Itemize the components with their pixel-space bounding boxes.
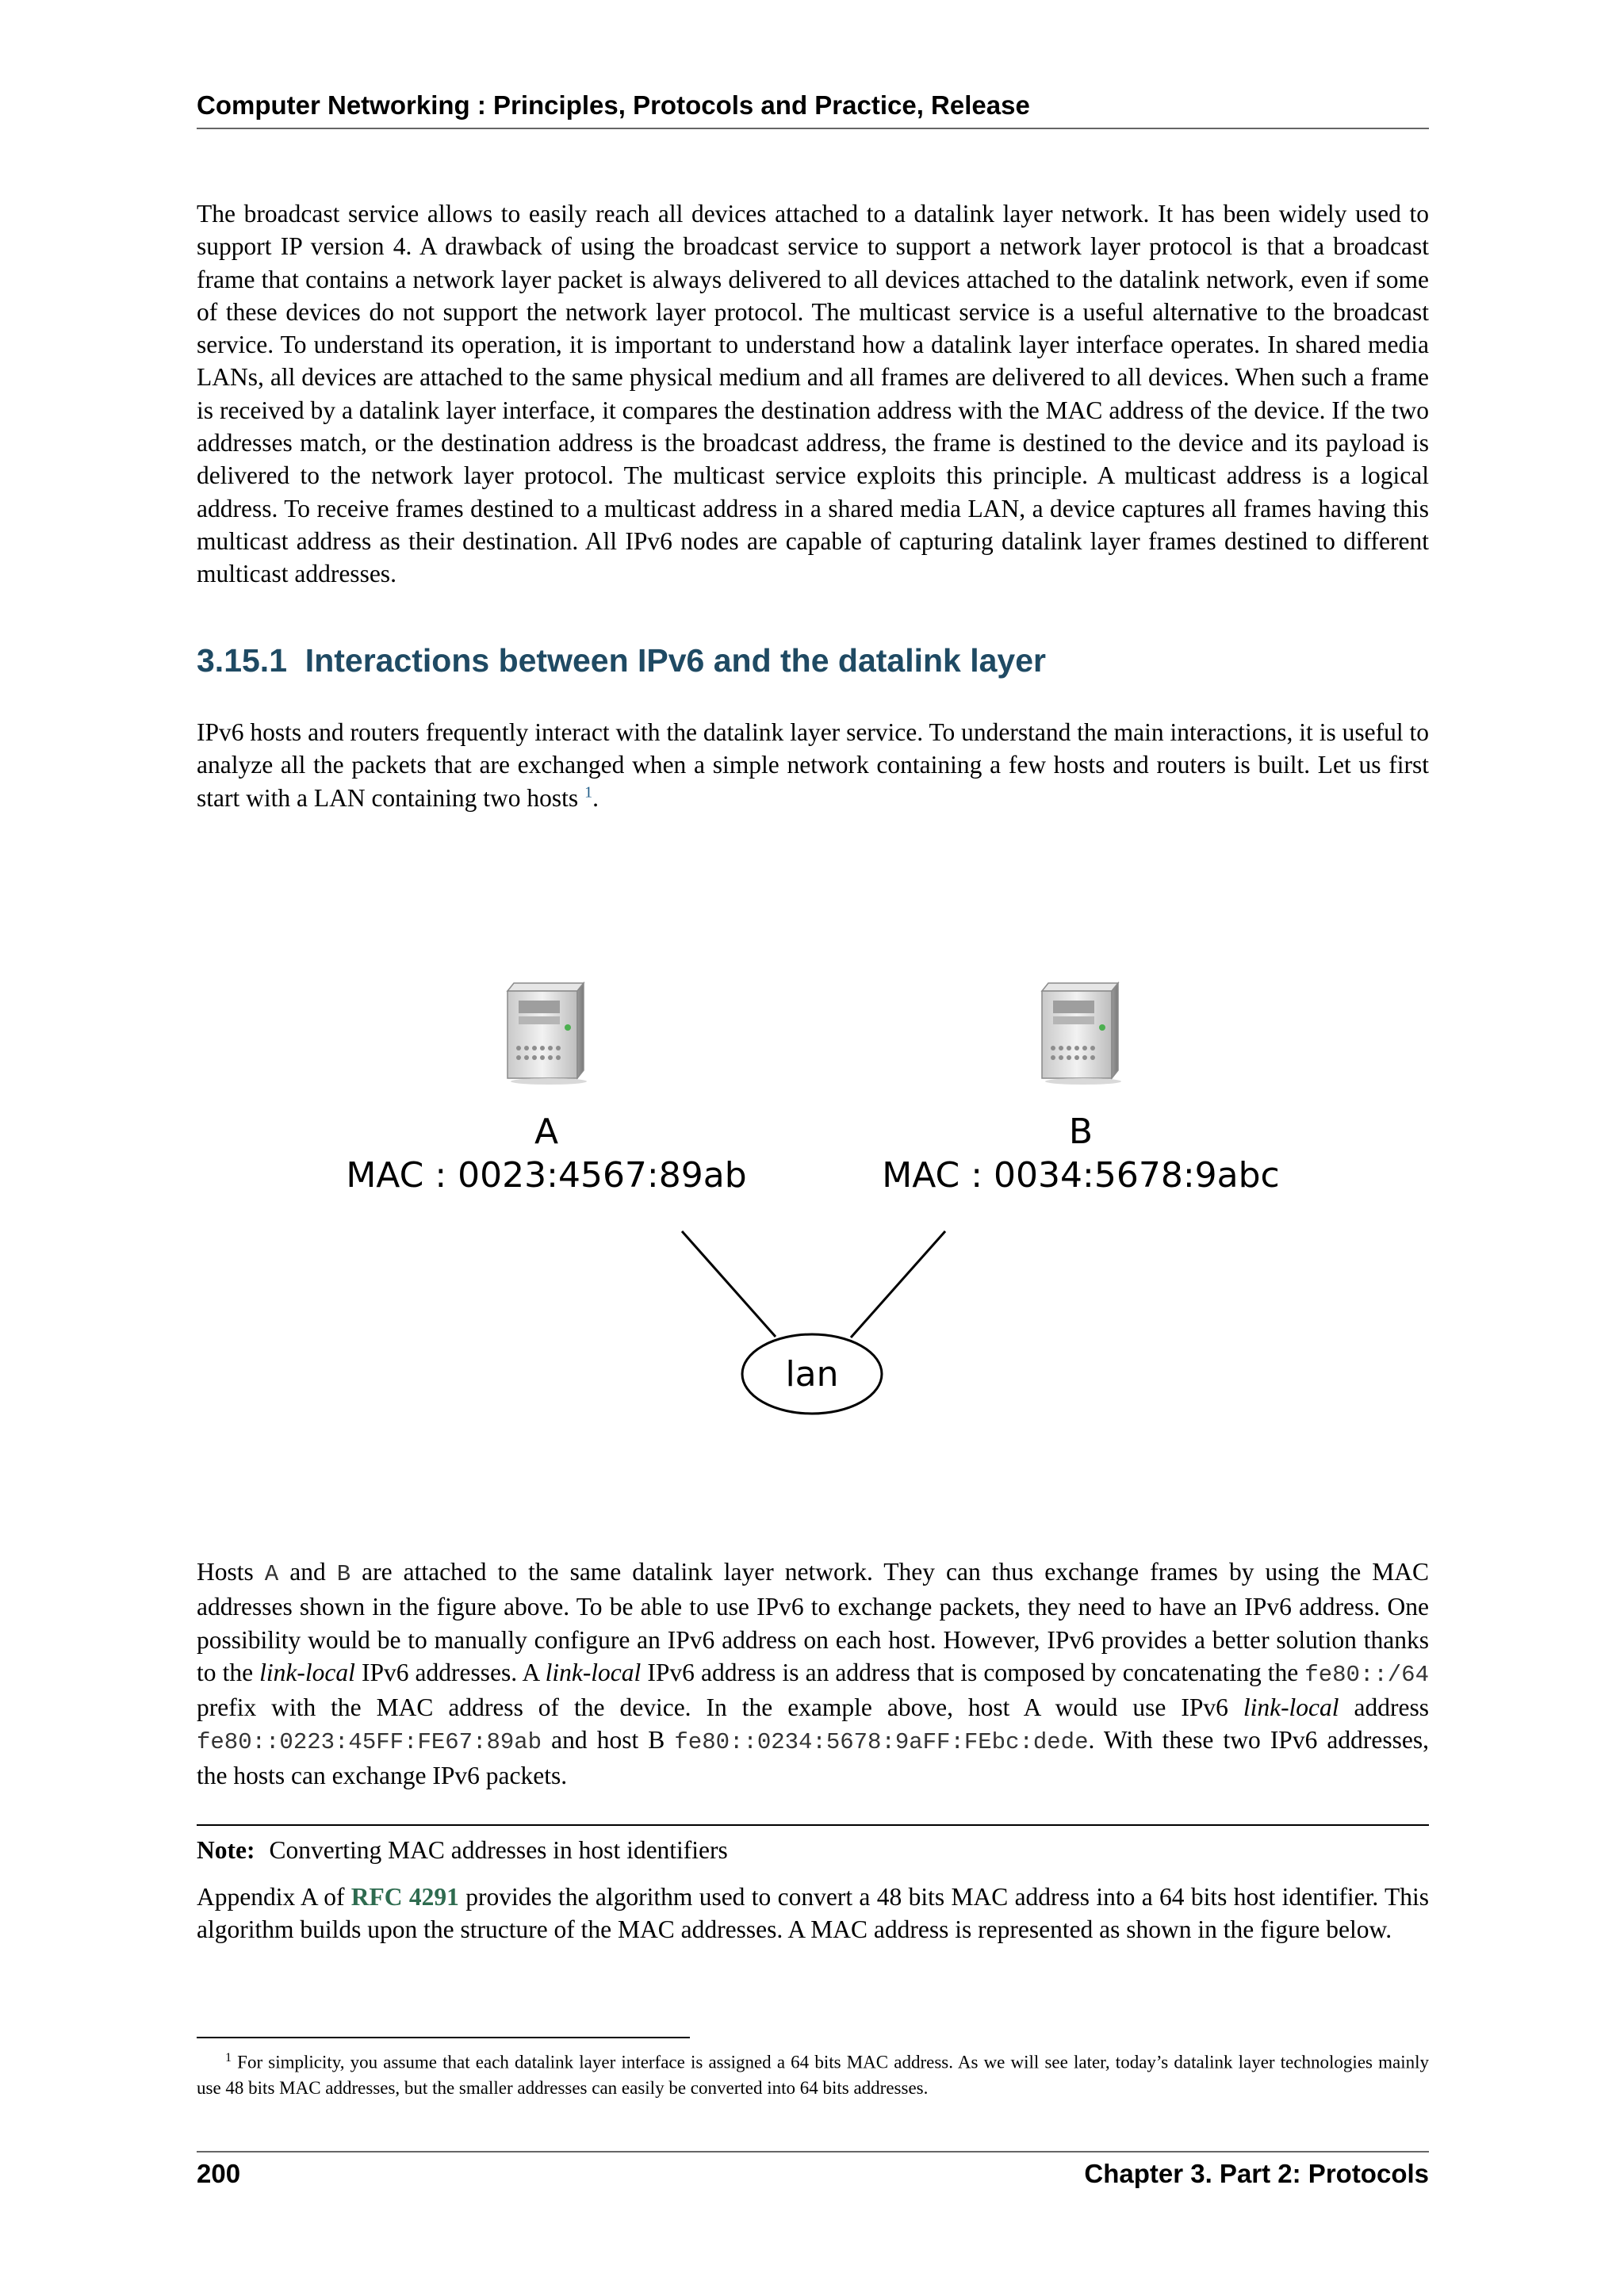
text-run: and host B — [542, 1726, 675, 1755]
section-heading — [197, 642, 1046, 679]
emphasis-link-local: link-local — [259, 1658, 355, 1686]
text-run: Appendix A of — [197, 1883, 351, 1911]
host-a-label: A — [534, 1112, 559, 1152]
host-b-label: B — [1068, 1112, 1094, 1152]
section-number: 3.15.1 — [197, 642, 287, 679]
running-header-title: Computer Networking : Principles, Protocols and Practice, Release — [197, 90, 1030, 120]
footnote-rule — [197, 2037, 690, 2038]
note-body — [197, 1881, 1429, 1946]
note-title — [197, 1834, 728, 1866]
server-icon — [1042, 983, 1121, 1085]
header-rule — [197, 128, 1429, 129]
section-title-text: Interactions between IPv6 and the datalink layer — [304, 642, 1046, 679]
paragraph-link-local — [197, 1556, 1429, 1792]
host-b-mac: MAC : 0034:5678:9abc — [882, 1155, 1280, 1196]
code-prefix: fe80::/64 — [1304, 1661, 1429, 1688]
footer-rule — [197, 2151, 1429, 2152]
link-a-lan — [682, 1231, 776, 1337]
text-run: are attached to the same datalink layer network. They can thus exchange frames by using the MAC addresses shown in the figure above. To be able to use IPv6 to exchange packets, they need to have an IPv6 address. One possibility would be to manually configure an IPv6 address on each host. However, IPv6 provides a better solution thanks to the — [197, 1558, 1429, 1686]
note-rule — [197, 1824, 1429, 1826]
text-run: address — [1339, 1693, 1429, 1722]
page-number: 200 — [197, 2159, 241, 2188]
text-run: IPv6 addresses. A — [354, 1658, 546, 1686]
text-run: IPv6 address is an address that is composed by concatenating the — [641, 1658, 1305, 1686]
server-icon — [508, 983, 587, 1085]
emphasis-link-local: link-local — [545, 1658, 642, 1686]
footnote — [197, 2045, 1429, 2101]
paragraph-broadcast: The broadcast service allows to easily reach all devices attached to a datalink layer network. It has been widely used to support IP version 4. A drawback of using the broadcast service to support a network layer protocol is that a broadcast frame that contains a network layer packet is always delivered to all devices attached to the datalink network, even if some of these devices do not support the network layer protocol. The multicast service is a useful alternative to the broadcast service. To understand its operation, it is important to understand how a datalink layer interface operates. In shared media LANs, all devices are attached to the same physical medium and all frames are delivered to all devices. When such a frame is received by a datalink layer interface, it compares the destination address with the MAC address of the device. If the two addresses match, or the destination address is the broadcast address, the frame is destined to the device and its payload is delivered to the network layer protocol. The multicast service exploits this principle. A multicast address is a logical address. To receive frames destined to a multicast address in a shared media LAN, a device captures all frames having this multicast address as their destination. All IPv6 nodes are capable of capturing datalink layer frames destined to different multicast addresses. — [197, 200, 1429, 588]
rfc-4291-link[interactable]: RFC 4291 — [350, 1883, 459, 1911]
host-a-mac: MAC : 0023:4567:89ab — [346, 1155, 747, 1196]
code-host-b: B — [336, 1561, 351, 1587]
text-run: prefix with the MAC address of the device. In the example above, host A would use IPv6 — [197, 1693, 1243, 1722]
paragraph-intro-end: . — [592, 783, 599, 812]
footnote-number: 1 — [225, 2051, 232, 2064]
paragraph-intro-text: IPv6 hosts and routers frequently interact with the datalink layer service. To understand the main interactions, it is useful to analyze all the packets that are exchanged when a simple network containing a few hosts and routers is built. Let us first start with a LAN containing two hosts — [197, 718, 1429, 812]
lan-figure — [0, 920, 1624, 1475]
lan-label: lan — [785, 1354, 839, 1395]
note-title-text: Converting MAC addresses in host identifiers — [269, 1836, 728, 1864]
code-address-b: fe80::0234:5678:9aFF:FEbc:dede — [674, 1729, 1089, 1756]
text-run: and — [278, 1558, 337, 1586]
paragraph-intro — [197, 716, 1429, 814]
text-run: Hosts — [197, 1558, 265, 1586]
note-label: Note: — [197, 1836, 255, 1864]
footnote-reference[interactable]: 1 — [584, 783, 593, 802]
emphasis-link-local: link-local — [1243, 1693, 1339, 1722]
footnote-text: For simplicity, you assume that each datalink layer interface is assigned a 64 bits MAC address. As we will see later, today’s datalink layer technologies mainly use 48 bits MAC addresses, but the smaller addresses can easily be converted into 64 bits addresses. — [197, 2052, 1430, 2098]
text-run: . With these two IPv6 addresses, the hosts can exchange IPv6 packets. — [197, 1726, 1429, 1789]
link-b-lan — [851, 1231, 945, 1337]
code-address-a: fe80::0223:45FF:FE67:89ab — [197, 1729, 542, 1756]
code-host-a: A — [264, 1561, 279, 1587]
chapter-title: Chapter 3. Part 2: Protocols — [1084, 2159, 1429, 2188]
text-run: provides the algorithm used to convert a 48 bits MAC address into a 64 bits host identifier. This algorithm builds upon the structure of the MAC addresses. A MAC address is represented as shown in the figure below. — [197, 1883, 1429, 1944]
